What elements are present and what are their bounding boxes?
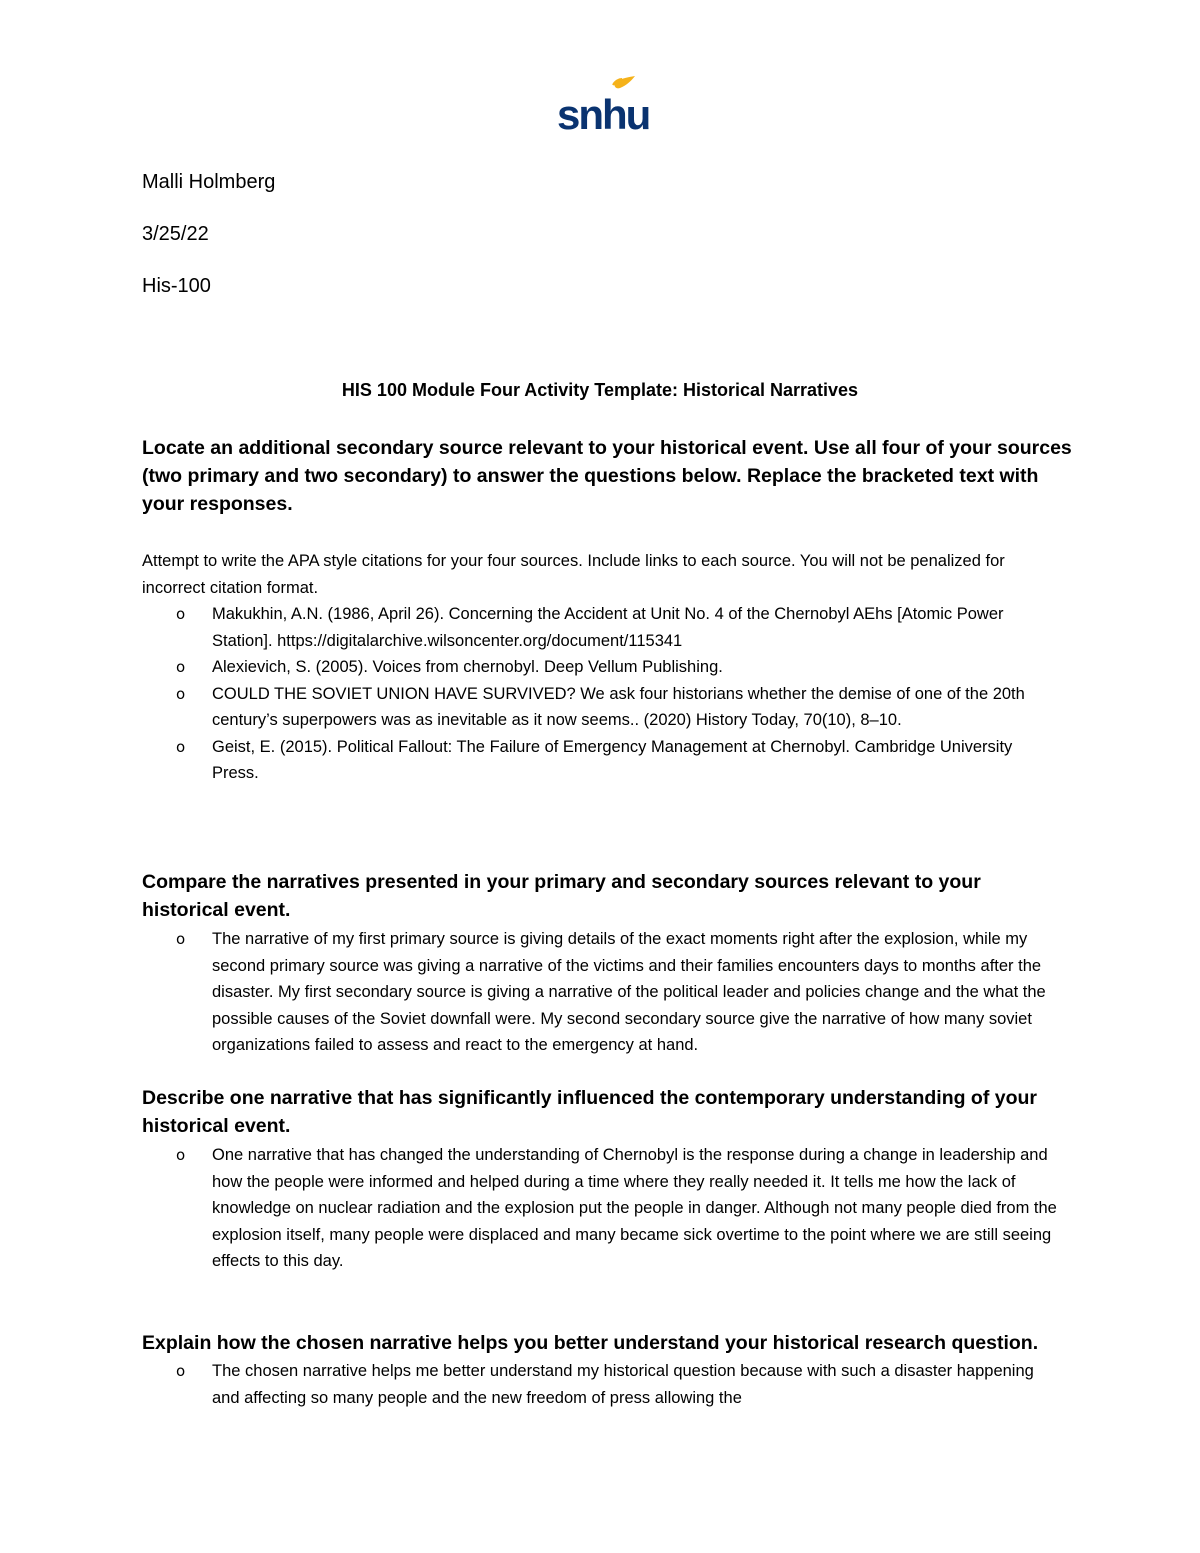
- bullet-icon: o: [176, 930, 186, 948]
- answer-text: The narrative of my first primary source is giving details of the exact moments right after the explosion, while my second primary source was giving a narrative of the victims and their families encounters days to months after the disaster. My first secondary source is giving a narrative of the political leader and policies change and the what the possible causes of the Soviet downfall were. My second secondary source give the narrative of how many soviet organizations failed to assess and react to the emergency at hand.: [212, 930, 1046, 1054]
- bullet-icon: o: [176, 684, 186, 703]
- document-title: HIS 100 Module Four Activity Template: Historical Narratives: [341, 380, 859, 400]
- answer-list-explain: [142, 1358, 1062, 1411]
- question-heading-explain: Explain how the chosen narrative helps you better understand your historical research question.: [142, 1332, 1039, 1354]
- list-item: [142, 926, 1062, 1059]
- answer-list-compare: [142, 926, 1062, 1059]
- answer-list-describe: [142, 1142, 1062, 1275]
- intro-instructions: Locate an additional secondary source relevant to your historical event. Use all four of your sources (two primary and two secondary) to answer the questions below. Replace the bracketed text with your responses.: [142, 437, 1072, 515]
- question-heading-compare: Compare the narratives presented in your primary and secondary sources relevant to your historical event.: [142, 871, 981, 921]
- course-code: His-100: [142, 275, 211, 297]
- list-item: [142, 1142, 1062, 1275]
- bullet-icon: o: [176, 737, 186, 756]
- list-item: [142, 1358, 1062, 1411]
- citation-instructions: Attempt to write the APA style citations for your four sources. Include links to each source. You will not be penalized for incorrect citation format.: [142, 552, 1005, 597]
- bullet-icon: o: [176, 658, 186, 676]
- snhu-logo-graphic: [556, 76, 650, 138]
- submission-date: 3/25/22: [142, 223, 209, 245]
- citation-text: Alexievich, S. (2005). Voices from chernobyl. Deep Vellum Publishing.: [212, 658, 723, 676]
- citation-text: COULD THE SOVIET UNION HAVE SURVIVED? We ask four historians whether the demise of one of the 20th century’s superpowers was as inevitable as it now seems.. (2020) History Today, 70(10), 8–10.: [212, 684, 1025, 729]
- citation-text: Geist, E. (2015). Political Fallout: The Failure of Emergency Management at Chernobyl. Cambridge University Press.: [212, 737, 1013, 782]
- snhu-logo: [556, 76, 650, 138]
- citation-text: Makukhin, A.N. (1986, April 26). Concerning the Accident at Unit No. 4 of the Chernobyl AEhs [Atomic Power Station]. https://digitalarchive.wilsoncenter.org/document/115341: [212, 605, 1004, 650]
- list-item: [142, 681, 1062, 734]
- bullet-icon: o: [176, 605, 186, 623]
- answer-text: The chosen narrative helps me better understand my historical question because with such a disaster happening and affecting so many people and the new freedom of press allowing the: [212, 1362, 1034, 1407]
- bullet-icon: o: [176, 1146, 186, 1164]
- citation-list: [142, 601, 1062, 787]
- question-heading-describe: Describe one narrative that has significantly influenced the contemporary understanding of your historical event.: [142, 1087, 1038, 1137]
- bullet-icon: o: [176, 1362, 186, 1380]
- list-item: [142, 734, 1062, 787]
- answer-text: One narrative that has changed the understanding of Chernobyl is the response during a change in leadership and how the people were informed and helped during a time where they really needed it. It tells me how the lack of knowledge on nuclear radiation and the explosion put the people in danger. Although not many people died from the explosion itself, many people were displaced and many became sick overtime to the point where we are still seeing effects to this day.: [212, 1146, 1057, 1270]
- list-item: [142, 654, 1062, 681]
- author-name: Malli Holmberg: [142, 171, 276, 193]
- svg-text:snhu: snhu: [557, 91, 650, 138]
- list-item: [142, 601, 1062, 654]
